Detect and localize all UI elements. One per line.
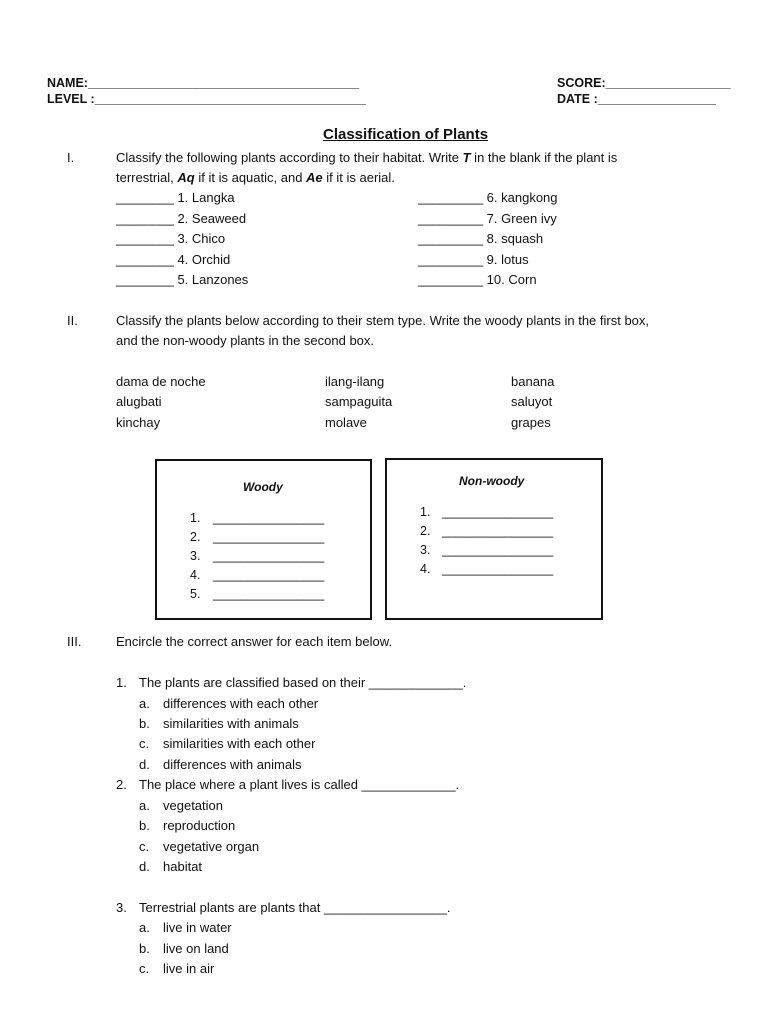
plant-name: sampaguita	[325, 394, 393, 409]
code-aquatic: Aq	[177, 170, 195, 185]
woody-item-number: 5.	[190, 587, 201, 601]
habitat-item[interactable]: _________ 6. kangkong	[418, 190, 558, 205]
nonwoody-answer-blank[interactable]: ________________	[442, 524, 554, 538]
answer-choice[interactable]: live in water	[163, 920, 232, 935]
question-text: Terrestrial plants are plants that _________________.	[139, 900, 451, 915]
name-field[interactable]: NAME:_______________________________________	[47, 76, 360, 90]
section1-instruction-line1	[116, 150, 617, 165]
plant-name: molave	[325, 415, 367, 430]
choice-letter: b.	[139, 716, 150, 731]
answer-choice[interactable]: differences with each other	[163, 696, 319, 711]
plant-name: alugbati	[116, 394, 162, 409]
woody-answer-blank[interactable]: ________________	[213, 587, 325, 601]
woody-answer-blank[interactable]: ________________	[213, 530, 325, 544]
code-terrestrial: T	[462, 150, 471, 165]
woody-box	[155, 459, 372, 620]
choice-letter: b.	[139, 941, 150, 956]
nonwoody-answer-blank[interactable]: ________________	[442, 562, 554, 576]
answer-choice[interactable]: reproduction	[163, 818, 236, 833]
choice-letter: c.	[139, 961, 150, 976]
woody-answer-blank[interactable]: ________________	[213, 549, 325, 563]
habitat-item[interactable]: _________ 9. lotus	[418, 252, 529, 267]
nonwoody-answer-blank[interactable]: ________________	[442, 543, 554, 557]
choice-letter: c.	[139, 736, 150, 751]
nonwoody-item-number: 4.	[420, 562, 431, 576]
choice-letter: a.	[139, 920, 150, 935]
plant-name: saluyot	[511, 394, 553, 409]
instruction-text: in the blank if the plant is	[470, 150, 618, 165]
woody-item-number: 2.	[190, 530, 201, 544]
plant-name: dama de noche	[116, 374, 206, 389]
woody-answer-blank[interactable]: ________________	[213, 511, 325, 525]
nonwoody-item-number: 1.	[420, 505, 431, 519]
choice-letter: b.	[139, 818, 150, 833]
habitat-item[interactable]: ________ 5. Lanzones	[116, 272, 249, 287]
plant-name: banana	[511, 374, 555, 389]
plant-name: ilang-ilang	[325, 374, 385, 389]
choice-letter: d.	[139, 757, 150, 772]
code-aerial: Ae	[306, 170, 323, 185]
answer-choice[interactable]: habitat	[163, 859, 203, 874]
habitat-item[interactable]: ________ 4. Orchid	[116, 252, 231, 267]
nonwoody-box-title: Non-woody	[459, 474, 525, 488]
woody-item-number: 1.	[190, 511, 201, 525]
woody-item-number: 4.	[190, 568, 201, 582]
section1-numeral: I.	[67, 150, 75, 165]
question-number: 1.	[116, 675, 127, 690]
question-text: The plants are classified based on their _____________.	[139, 675, 467, 690]
habitat-item[interactable]: ________ 1. Langka	[116, 190, 235, 205]
instruction-text: if it is aerial.	[322, 170, 395, 185]
habitat-item[interactable]: _________ 7. Green ivy	[418, 211, 557, 226]
section1-instruction-line2	[116, 170, 395, 185]
woody-item-number: 3.	[190, 549, 201, 563]
question-number: 3.	[116, 900, 127, 915]
answer-choice[interactable]: live on land	[163, 941, 229, 956]
habitat-item[interactable]: ________ 2. Seaweed	[116, 211, 247, 226]
nonwoody-item-number: 2.	[420, 524, 431, 538]
woody-answer-blank[interactable]: ________________	[213, 568, 325, 582]
answer-choice[interactable]: similarities with animals	[163, 716, 299, 731]
section3-numeral: III.	[67, 634, 82, 649]
choice-letter: d.	[139, 859, 150, 874]
nonwoody-item-number: 3.	[420, 543, 431, 557]
question-number: 2.	[116, 777, 127, 792]
habitat-item[interactable]: _________ 8. squash	[418, 231, 544, 246]
answer-choice[interactable]: similarities with each other	[163, 736, 316, 751]
answer-choice[interactable]: differences with animals	[163, 757, 302, 772]
instruction-text: terrestrial,	[116, 170, 178, 185]
woody-box-title: Woody	[243, 480, 283, 494]
instruction-text: if it is aquatic, and	[194, 170, 307, 185]
date-field[interactable]: DATE :_________________	[557, 92, 716, 106]
plant-name: kinchay	[116, 415, 161, 430]
answer-choice[interactable]: vegetative organ	[163, 839, 260, 854]
nonwoody-box	[385, 458, 603, 620]
choice-letter: a.	[139, 696, 150, 711]
habitat-item[interactable]: ________ 3. Chico	[116, 231, 226, 246]
plant-name: grapes	[511, 415, 551, 430]
section2-instruction-line2: and the non-woody plants in the second box.	[116, 333, 375, 348]
answer-choice[interactable]: vegetation	[163, 798, 223, 813]
habitat-item[interactable]: _________ 10. Corn	[418, 272, 537, 287]
nonwoody-answer-blank[interactable]: ________________	[442, 505, 554, 519]
question-text: The place where a plant lives is called _____________.	[139, 777, 460, 792]
choice-letter: c.	[139, 839, 150, 854]
score-field[interactable]: SCORE:__________________	[557, 76, 731, 90]
choice-letter: a.	[139, 798, 150, 813]
section2-numeral: II.	[67, 313, 78, 328]
answer-choice[interactable]: live in air	[163, 961, 215, 976]
instruction-text: Classify the following plants according to their habitat. Write	[116, 150, 463, 165]
section2-instruction-line1: Classify the plants below according to their stem type. Write the woody plants in the first box,	[116, 313, 650, 328]
level-field[interactable]: LEVEL :_______________________________________	[47, 92, 366, 106]
page-title: Classification of Plants	[323, 126, 489, 143]
section3-instruction: Encircle the correct answer for each item below.	[116, 634, 393, 649]
